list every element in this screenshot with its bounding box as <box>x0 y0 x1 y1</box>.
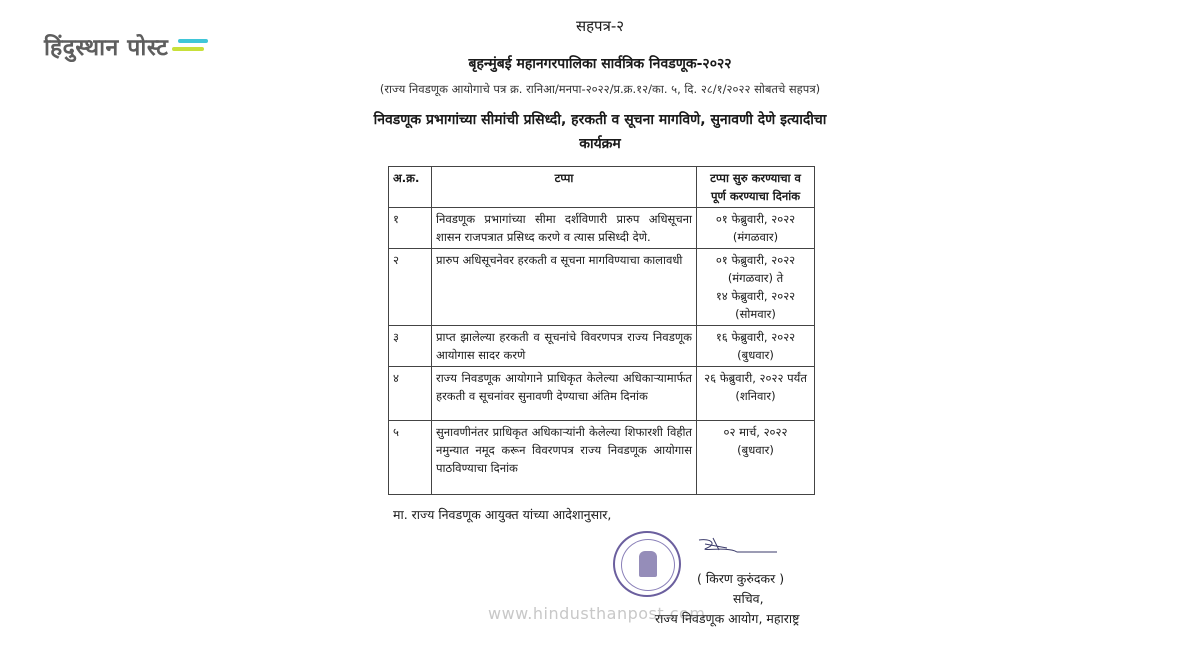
commission-seal-icon <box>613 531 681 597</box>
row-serial: १ <box>389 208 432 249</box>
table-row <box>389 326 815 367</box>
row-date <box>697 208 815 249</box>
row-stage: राज्य निवडणूक आयोगाने प्राधिकृत केलेल्या अधिकाऱ्यामार्फत हरकती व सूचनांवर सुनावणी देण्याचा अंतिम दिनांक <box>432 367 697 421</box>
date-line: (सोमवार) <box>735 307 776 321</box>
order-line: मा. राज्य निवडणूक आयुक्त यांच्या आदेशानुसार, <box>393 507 612 522</box>
heading-line-1: निवडणूक प्रभागांच्या सीमांची प्रसिध्दी, हरकती व सूचना मागविणे, सुनावणी देणे इत्यादीचा <box>373 112 827 128</box>
logo-stripes-icon <box>172 36 208 56</box>
row-stage: प्राप्त झालेल्या हरकती व सूचनांचे विवरणपत्र राज्य निवडणूक आयोगास सादर करणे <box>432 326 697 367</box>
header-date: टप्पा सुरु करण्याचा व पूर्ण करण्याचा दिनांक <box>697 167 815 208</box>
header-serial: अ.क्र. <box>389 167 432 208</box>
date-line: ०१ फेब्रुवारी, २०२२ <box>715 253 796 267</box>
date-line: १६ फेब्रुवारी, २०२२ <box>715 330 796 344</box>
row-date <box>697 249 815 326</box>
table-row <box>389 249 815 326</box>
schedule-heading <box>360 108 840 156</box>
table-header-row <box>389 167 815 208</box>
signatory-name: ( किरण कुरुंदकर ) <box>697 571 785 586</box>
watermark-url: www.hindusthanpost.com <box>488 604 706 623</box>
row-date <box>697 367 815 421</box>
document-title: बृहन्मुंबई महानगरपालिका सार्वत्रिक निवडणूक-२०२२ <box>468 56 732 72</box>
table-row <box>389 208 815 249</box>
date-line: (मंगळवार) ते <box>727 271 784 285</box>
date-line: (बुधवार) <box>737 443 774 457</box>
signatory-designation: सचिव, <box>733 591 764 606</box>
row-serial: ४ <box>389 367 432 421</box>
emblem-icon <box>639 551 657 577</box>
signatory-office: राज्य निवडणूक आयोग, महाराष्ट्र <box>655 611 800 626</box>
row-serial: २ <box>389 249 432 326</box>
row-stage: सुनावणीनंतर प्राधिकृत अधिकाऱ्यांनी केलेल्या शिफारशी विहीत नमुन्यात नमूद करून विवरणपत्र राज्य निवडणूक आयोगास पाठविण्याचा दिनांक <box>432 421 697 495</box>
date-line: (मंगळवार) <box>732 230 779 244</box>
row-stage: प्रारुप अधिसूचनेवर हरकती व सूचना मागविण्याचा कालावधी <box>432 249 697 326</box>
row-serial: ५ <box>389 421 432 495</box>
date-line: (शनिवार) <box>735 389 776 403</box>
table-row <box>389 421 815 495</box>
annex-label: सहपत्र-२ <box>575 17 625 35</box>
date-line: (बुधवार) <box>737 348 774 362</box>
signature-icon <box>697 534 779 558</box>
row-serial: ३ <box>389 326 432 367</box>
date-line: ०१ फेब्रुवारी, २०२२ <box>715 212 796 226</box>
row-date <box>697 326 815 367</box>
row-stage: निवडणूक प्रभागांच्या सीमा दर्शविणारी प्रारुप अधिसूचना शासन राजपत्रात प्रसिध्द करणे व त्यास प्रसिध्दी देणे. <box>432 208 697 249</box>
table-row <box>389 367 815 421</box>
schedule-table <box>388 166 815 495</box>
header-stage: टप्पा <box>432 167 697 208</box>
logo-text: हिंदुस्थान पोस्ट <box>44 34 169 61</box>
reference-line: (राज्य निवडणूक आयोगाचे पत्र क्र. रानिआ/मनपा-२०२२/प्र.क्र.१२/का. ५, दि. २८/१/२०२२ सोबतचे सहपत्र) <box>379 82 821 96</box>
date-line: ०२ मार्च, २०२२ <box>723 425 788 439</box>
heading-line-2: कार्यक्रम <box>579 136 621 152</box>
date-line: २६ फेब्रुवारी, २०२२ पर्यंत <box>704 371 807 385</box>
date-line: १४ फेब्रुवारी, २०२२ <box>715 289 796 303</box>
row-date <box>697 421 815 495</box>
